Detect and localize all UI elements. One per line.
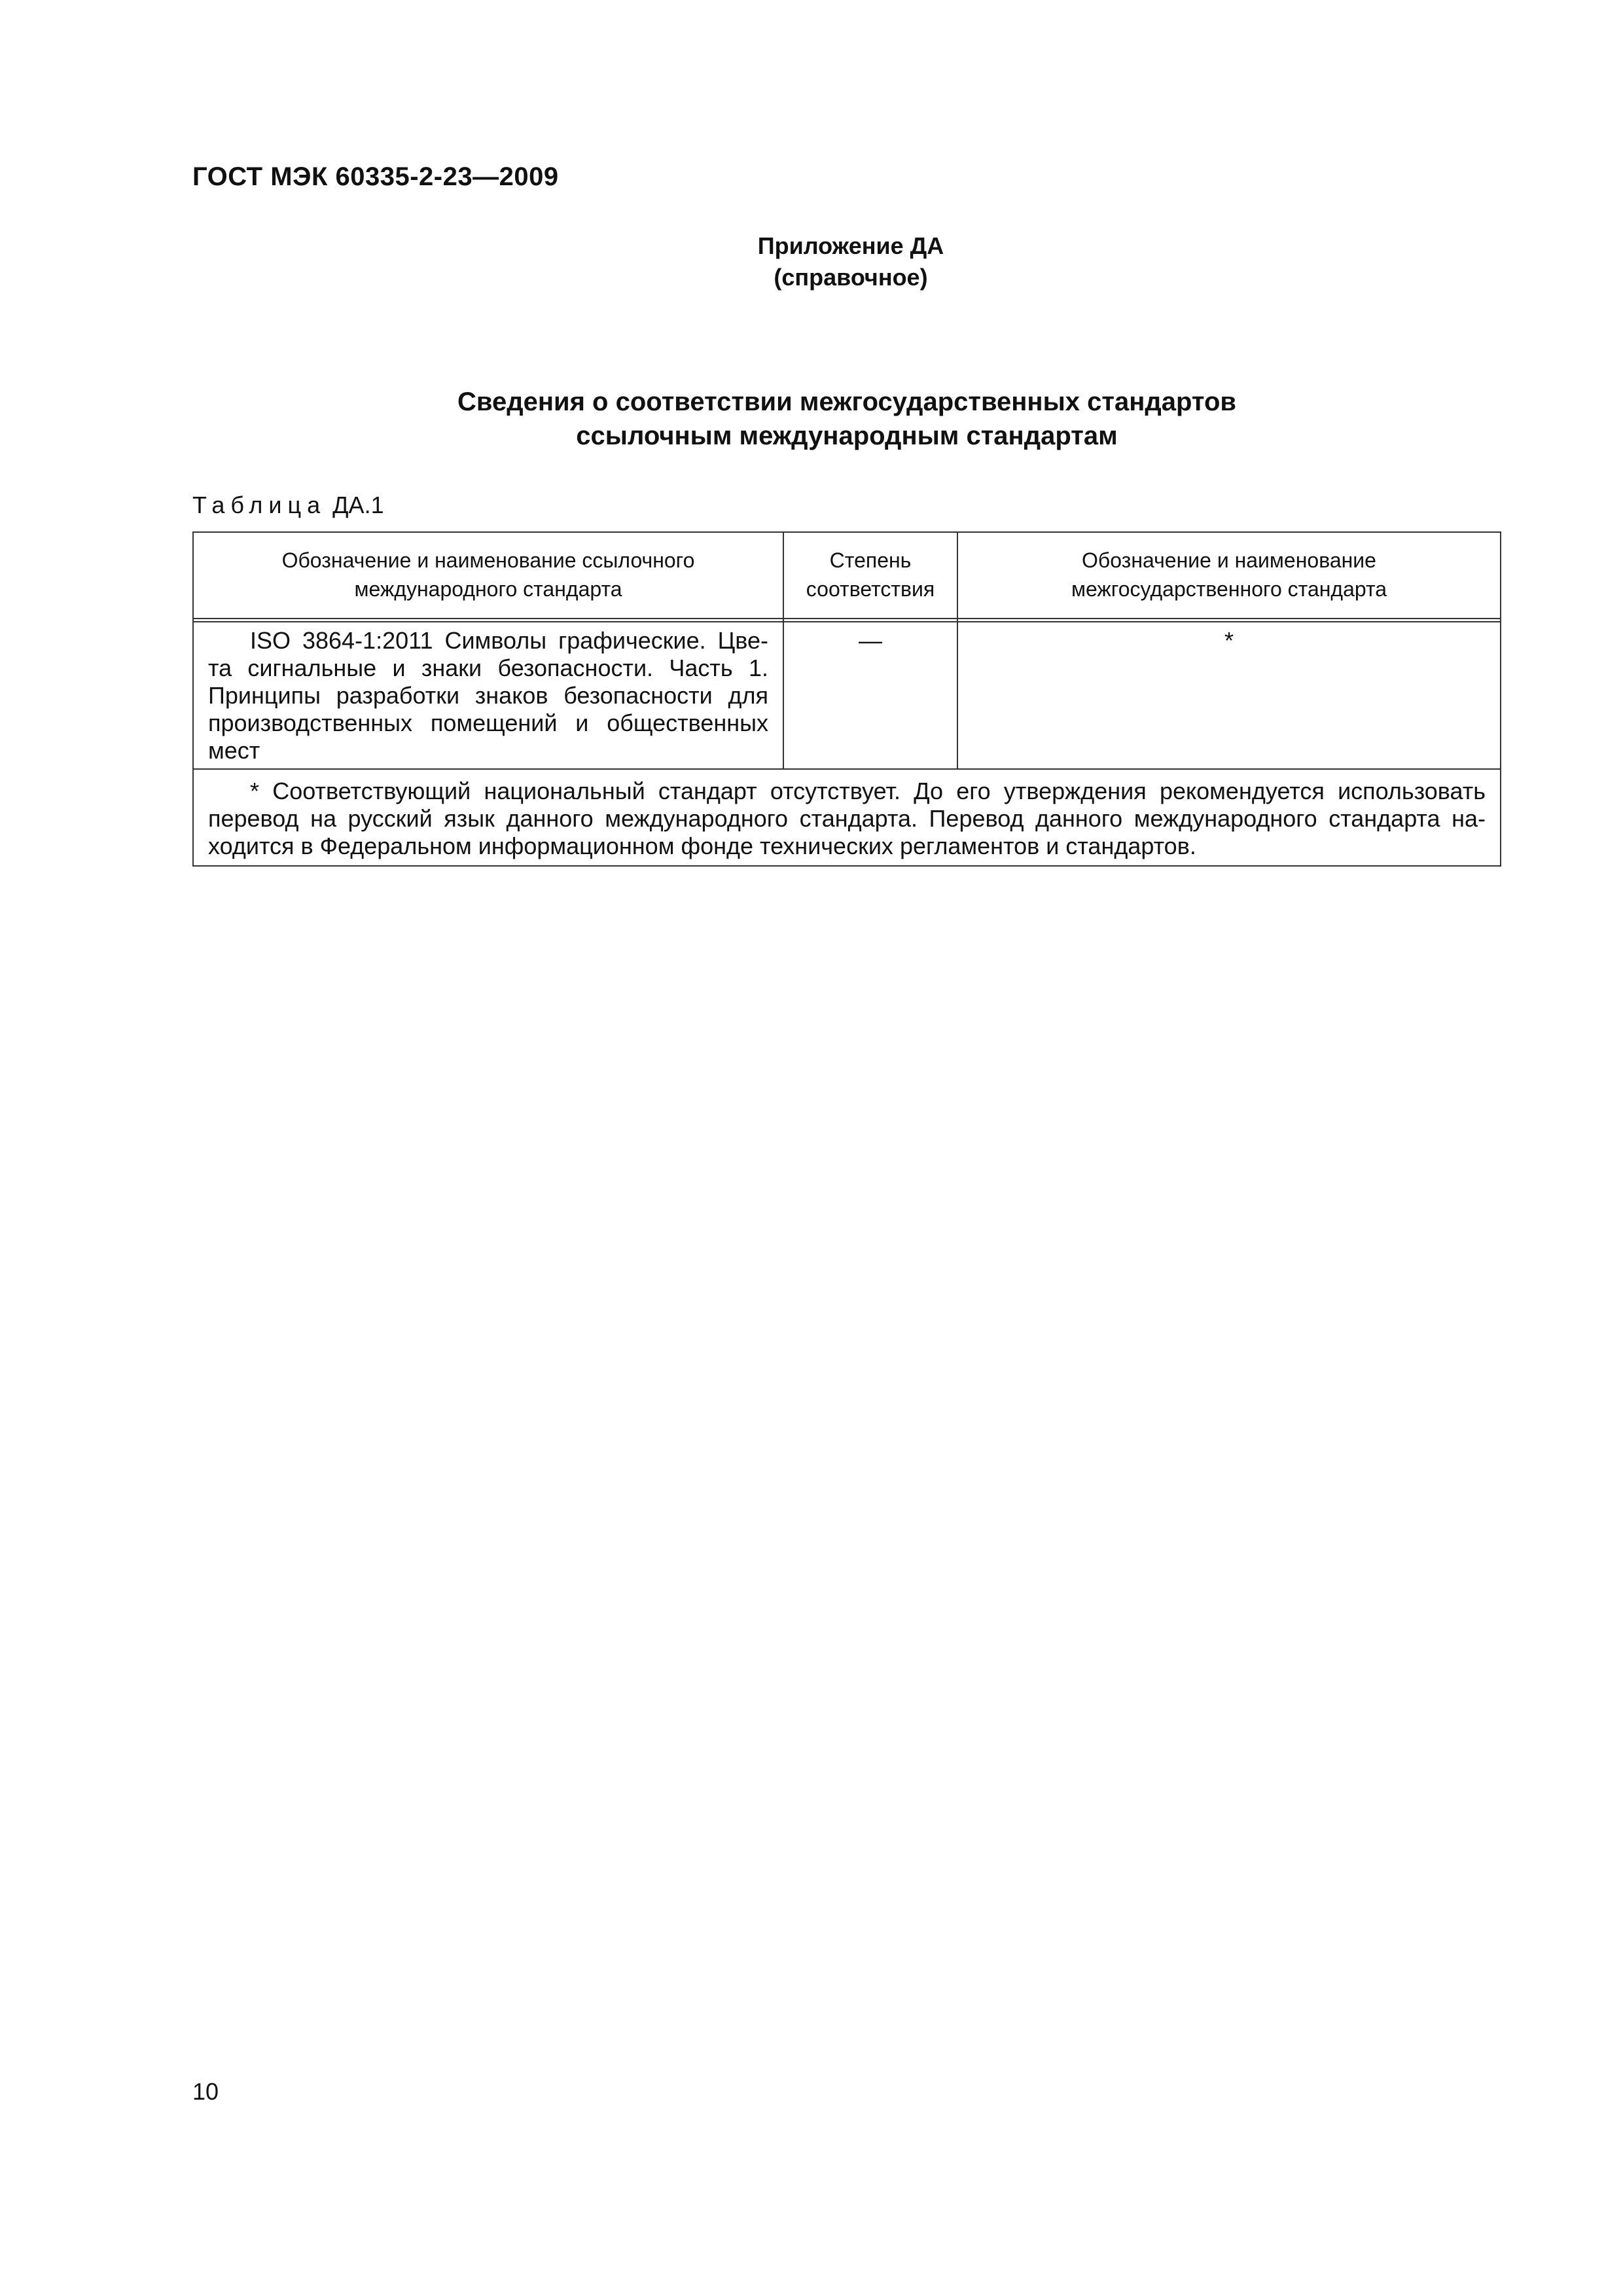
table-header-interstate-line-1: Обозначение и наименование bbox=[1082, 548, 1376, 572]
table-header-divider-bottom bbox=[194, 621, 1500, 622]
table-header-degree bbox=[784, 546, 957, 603]
table-label-word: Таблица bbox=[192, 492, 327, 518]
section-title bbox=[192, 385, 1501, 453]
table-row-degree: — bbox=[859, 627, 882, 654]
table-footnote-divider bbox=[194, 768, 1500, 770]
table-header-interstate bbox=[958, 546, 1500, 603]
annex-heading bbox=[681, 230, 1021, 293]
table-cell-line-5: мест bbox=[208, 737, 260, 764]
table-row-interstate-standard: * bbox=[1224, 627, 1234, 654]
table-row-international-standard bbox=[208, 627, 768, 764]
annex-title: Приложение ДА bbox=[757, 232, 944, 259]
table-header-divider-top bbox=[194, 618, 1500, 619]
document-code: ГОСТ МЭК 60335-2-23—2009 bbox=[192, 162, 559, 191]
correspondence-table bbox=[192, 531, 1501, 867]
table-header-interstate-line-2: межгосударственного стандарта bbox=[1071, 577, 1387, 601]
section-title-line-1: Сведения о соответствии межгосударственных стандартов bbox=[457, 387, 1236, 416]
table-footnote-line-2: перевод на русский язык данного международного стандарта. Перевод данного международного стандарта на- bbox=[208, 805, 1486, 832]
table-header-degree-line-2: соответствия bbox=[806, 577, 935, 601]
table-cell-line-1: ISO 3864-1:2011 Символы графические. Цве- bbox=[250, 627, 768, 654]
table-header-degree-line-1: Степень bbox=[829, 548, 912, 572]
table-header-international-line-1: Обозначение и наименование ссылочного bbox=[281, 548, 695, 572]
page-number: 10 bbox=[192, 2078, 219, 2105]
table-label-number: ДА.1 bbox=[332, 492, 384, 518]
table-cell-line-3: Принципы разработки знаков безопасности для bbox=[208, 682, 768, 709]
table-cell-line-2: та сигнальные и знаки безопасности. Часть 1. bbox=[208, 655, 768, 681]
table-header-international-line-2: международного стандарта bbox=[354, 577, 622, 601]
table-footnote-line-3: ходится в Федеральном информационном фонде технических регламентов и стандартов. bbox=[208, 833, 1196, 859]
table-footnote bbox=[208, 778, 1486, 860]
table-label bbox=[192, 491, 384, 520]
table-footnote-line-1: * Соответствующий национальный стандарт отсутствует. До его утверждения рекомендуется использовать bbox=[250, 778, 1486, 804]
section-title-line-2: ссылочным международным стандартам bbox=[576, 422, 1118, 450]
annex-type: (справочное) bbox=[774, 264, 928, 291]
table-header-international bbox=[194, 546, 783, 603]
table-cell-line-4: производственных помещений и общественных bbox=[208, 709, 768, 736]
